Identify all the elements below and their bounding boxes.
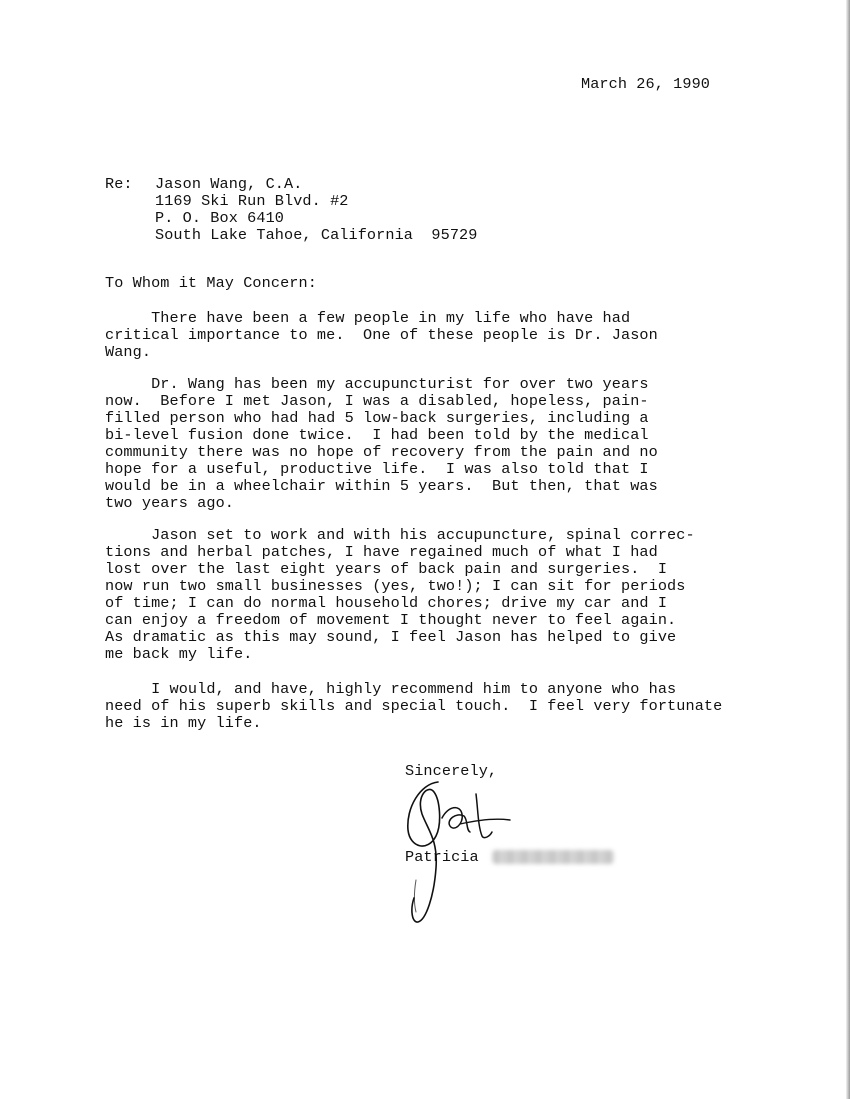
paragraph-line: There have been a few people in my life who have had <box>105 309 631 327</box>
paragraph-line: Jason set to work and with his accupuncture, spinal correc- <box>105 526 695 544</box>
paragraph-line: lost over the last eight years of back pain and surgeries. I <box>105 560 668 578</box>
recipient-name: Jason Wang, C.A. <box>155 175 303 193</box>
paragraph-line: Wang. <box>105 343 152 361</box>
paragraph-line: tions and herbal patches, I have regained much of what I had <box>105 543 658 561</box>
re-label: Re: <box>105 175 133 193</box>
paragraph-line: now run two small businesses (yes, two!); I can sit for periods <box>105 577 686 595</box>
address-line-po-box: P. O. Box 6410 <box>155 209 284 227</box>
address-line-city: South Lake Tahoe, California 95729 <box>155 226 478 244</box>
paragraph-line: me back my life. <box>105 645 253 663</box>
page-edge-shadow <box>846 0 850 1099</box>
letter-date: March 26, 1990 <box>581 75 710 93</box>
paragraph-line: critical importance to me. One of these people is Dr. Jason <box>105 326 658 344</box>
paragraph-3 <box>105 527 785 663</box>
paragraph-line: two years ago. <box>105 494 234 512</box>
salutation: To Whom it May Concern: <box>105 274 317 292</box>
paragraph-line: of time; I can do normal household chores; drive my car and I <box>105 594 668 612</box>
paragraph-line: would be in a wheelchair within 5 years. But then, that was <box>105 477 658 495</box>
paragraph-line: now. Before I met Jason, I was a disabled, hopeless, pain- <box>105 392 649 410</box>
paragraph-line: he is in my life. <box>105 714 262 732</box>
paragraph-line: filled person who had had 5 low-back surgeries, including a <box>105 409 649 427</box>
paragraph-line: As dramatic as this may sound, I feel Jason has helped to give <box>105 628 677 646</box>
paragraph-2 <box>105 376 785 512</box>
redacted-surname <box>492 850 614 864</box>
paragraph-4 <box>105 681 785 732</box>
paragraph-line: need of his superb skills and special touch. I feel very fortunate <box>105 697 723 715</box>
paragraph-line: community there was no hope of recovery from the pain and no <box>105 443 658 461</box>
paragraph-1 <box>105 310 785 361</box>
paragraph-line: Dr. Wang has been my accupuncturist for over two years <box>105 375 649 393</box>
paragraph-line: bi-level fusion done twice. I had been told by the medical <box>105 426 649 444</box>
signer-first-name: Patricia <box>405 848 479 866</box>
paragraph-line: can enjoy a freedom of movement I thought never to feel again. <box>105 611 677 629</box>
paragraph-line: I would, and have, highly recommend him to anyone who has <box>105 680 677 698</box>
address-line-street: 1169 Ski Run Blvd. #2 <box>155 192 349 210</box>
paragraph-line: hope for a useful, productive life. I was also told that I <box>105 460 649 478</box>
closing: Sincerely, <box>405 762 498 780</box>
